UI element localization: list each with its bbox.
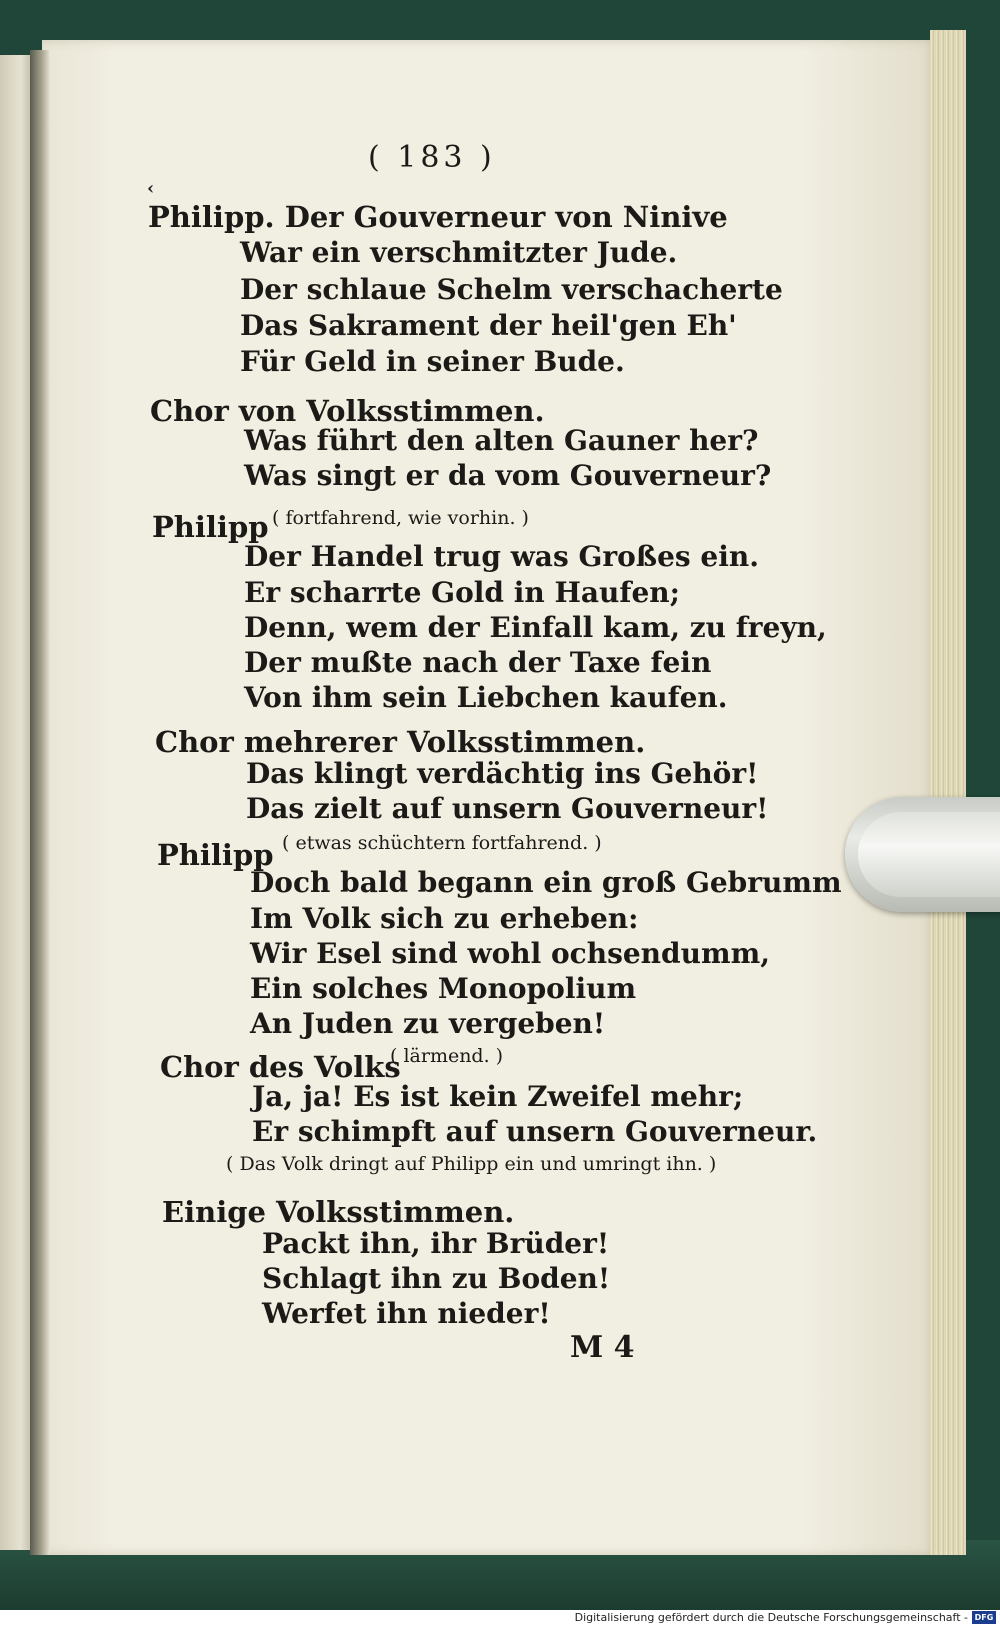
footer-bar (0, 1610, 1000, 1625)
speaker-line: Philipp (152, 510, 269, 544)
funding-credit: Digitalisierung gefördert durch die Deutsche Forschungsgemeinschaft - (574, 1611, 968, 1624)
verse-line: War ein verschmitzter Jude. (240, 236, 678, 269)
stage-direction: ( fortfahrend, wie vorhin. ) (272, 507, 529, 529)
verse-line: Werfet ihn nieder! (262, 1297, 551, 1330)
verse-line: Der mußte nach der Taxe fein (244, 646, 712, 679)
verse-line: Ein solches Monopolium (250, 972, 637, 1005)
verse-line: Das Sakrament der heil'gen Eh' (240, 309, 737, 342)
verse-line: Was führt den alten Gauner her? (244, 424, 759, 457)
speaker-line: Philipp (157, 838, 274, 872)
page-gutter (30, 50, 50, 1555)
verse-line: Von ihm sein Liebchen kaufen. (244, 681, 728, 714)
verse-line: Er scharrte Gold in Haufen; (244, 576, 680, 609)
stage-direction: ( etwas schüchtern fortfahrend. ) (282, 832, 602, 854)
verse-line: Packt ihn, ihr Brüder! (262, 1227, 610, 1260)
verse-line: Doch bald begann ein groß Gebrumm (250, 866, 842, 899)
verse-line: Wir Esel sind wohl ochsendumm, (250, 937, 770, 970)
verse-line: Ja, ja! Es ist kein Zweifel mehr; (252, 1080, 744, 1113)
verse-line: Denn, wem der Einfall kam, zu freyn, (244, 611, 827, 644)
verse-line: Das klingt verdächtig ins Gehör! (246, 757, 759, 790)
speaker-line: Chor von Volksstimmen. (150, 394, 545, 428)
margin-mark: ‹ (147, 178, 155, 199)
page-clip-highlight (858, 812, 1000, 897)
verse-line: Im Volk sich zu erheben: (250, 902, 639, 935)
verse-line: An Juden zu vergeben! (250, 1007, 606, 1040)
stage-direction: ( lärmend. ) (390, 1045, 504, 1067)
verse-line: Er schimpft auf unsern Gouverneur. (252, 1115, 818, 1148)
verse-line: Was singt er da vom Gouverneur? (244, 459, 772, 492)
dfg-logo: DFG (972, 1611, 996, 1624)
stage-direction: ( Das Volk dringt auf Philipp ein und umringt ihn. ) (226, 1153, 717, 1175)
speaker-line: Philipp. Der Gouverneur von Ninive (148, 200, 728, 234)
page-number: ( 183 ) (368, 140, 496, 175)
verse-line: Der Handel trug was Großes ein. (244, 540, 759, 573)
verse-line: Der schlaue Schelm verschacherte (240, 273, 783, 306)
speaker-line: Chor mehrerer Volksstimmen. (155, 725, 646, 759)
verse-line: Schlagt ihn zu Boden! (262, 1262, 611, 1295)
verse-line: Das zielt auf unsern Gouverneur! (246, 792, 769, 825)
page-block-edge (930, 30, 966, 1555)
verse-line: Für Geld in seiner Bude. (240, 345, 625, 378)
left-page-edge (0, 55, 34, 1550)
speaker-line: Chor des Volks (160, 1050, 401, 1084)
signature-mark: M 4 (570, 1330, 635, 1365)
speaker-line: Einige Volksstimmen. (162, 1195, 515, 1229)
